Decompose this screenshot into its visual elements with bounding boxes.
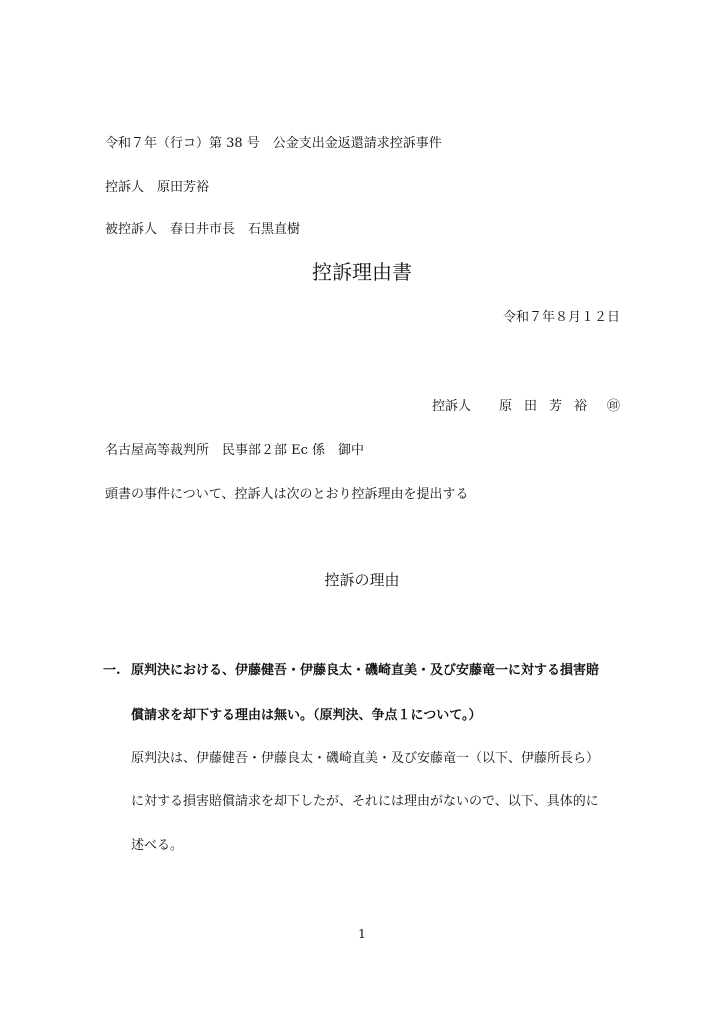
item-heading-line-2: 償請求を却下する理由は無い。（原判決、争点１について。） [131, 708, 482, 723]
appellee-line: 被控訴人 春日井市長 石黒直樹 [105, 222, 301, 237]
item-body-line-3: 述べる。 [131, 838, 184, 853]
item-body-line-1: 原判決は、伊藤健吾・伊藤良太・磯崎直美・及び安藤竜一（以下、伊藤所長ら） [131, 751, 600, 766]
appellant-line: 控訴人 原田芳裕 [105, 180, 210, 195]
seal-icon: ㊞ [606, 399, 620, 414]
section-title: 控訴の理由 [324, 571, 400, 589]
document-title: 控訴理由書 [312, 260, 412, 284]
signature-role: 控訴人 [431, 399, 471, 414]
item-body-line-2: に対する損害賠償請求を却下したが、それには理由がないので、以下、具体的に [131, 794, 599, 809]
signature-name: 原田芳裕 [498, 399, 599, 414]
item-heading-line-1: 原判決における、伊藤健吾・伊藤良太・磯崎直美・及び安藤竜一に対する損害賠 [131, 663, 600, 678]
document-date: 令和７年８月１２日 [502, 310, 620, 325]
intro-sentence: 頭書の事件について、控訴人は次のとおり控訴理由を提出する [105, 487, 469, 502]
signature-line [432, 400, 620, 413]
case-number: 令和７年（行コ）第 38 号 公金支出金返還請求控訴事件 [105, 136, 442, 151]
addressee-line: 名古屋高等裁判所 民事部２部 Ec 係 御中 [105, 443, 365, 458]
page-number: 1 [358, 927, 366, 941]
item-marker: 一. [103, 663, 121, 678]
